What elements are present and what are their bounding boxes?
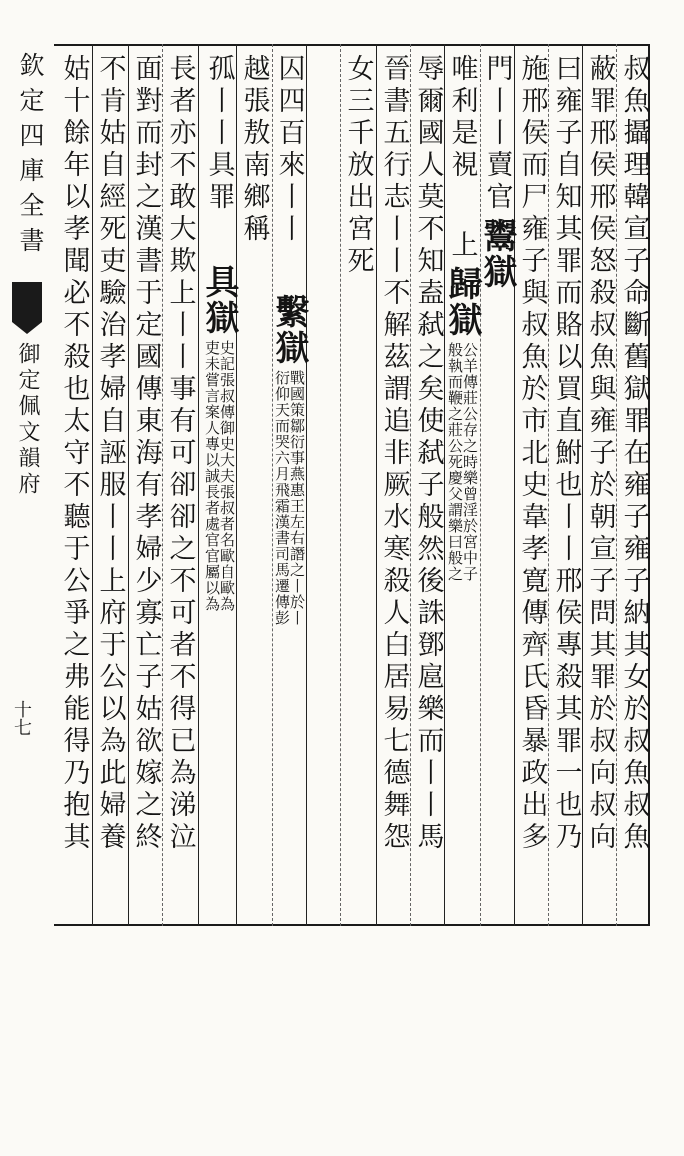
- text-column-14: 長者亦不敢大欺上丨丨事有可卻卻之不可者不得已為涕泣: [164, 54, 196, 854]
- text-column-8: 辱爾國人莫不知盍弑之矣使弑子般然後誅鄧扈樂而丨丨馬: [412, 54, 444, 854]
- series-title: 欽定四庫全書: [16, 52, 45, 262]
- text-column-15: 面對而封之漢書于定國傳東海有孝婦少寡亡子姑欲嫁之終: [130, 54, 162, 854]
- text-column-13: 孤丨丨具罪: [203, 54, 235, 214]
- text-column-16: 不肯姑自經死吏驗治孝婦自誣服丨丨上府于公以為此婦養: [94, 54, 126, 854]
- text-column-17: 姑十餘年以孝聞必不殺也太守不聽于公爭之弗能得乃抱其: [58, 54, 90, 854]
- note-right: 公羊傳莊公存之時樂曾淫於宮中子: [461, 342, 479, 582]
- headword: 繫獄: [269, 294, 309, 366]
- note-left: 衍仰天而哭六月飛霜漢書司馬遷傳彭: [273, 370, 291, 626]
- text-column-1: 叔魚攝理韓宣子命斷舊獄罪在雍子雍子納其女於叔魚叔魚: [618, 54, 650, 854]
- note-left: 吏未嘗言案人專以誠長者處官官屬以為: [203, 340, 221, 612]
- text-column-6: 唯利是視: [446, 54, 478, 182]
- text-column-3: 曰雍子自知其罪而賂以買直鮒也丨丨邢侯專殺其罪一也乃: [550, 54, 582, 854]
- note-right: 戰國策鄒衍事燕惠王左右譖之丨於丨: [288, 370, 306, 626]
- note-left: 般執而鞭之莊公死慶父謂樂曰般之: [446, 342, 464, 582]
- folio-number: 十七: [11, 700, 32, 736]
- fishtail-mark: [12, 282, 42, 322]
- text-column-5: 門丨丨賣官 鬻獄: [477, 54, 517, 290]
- note-right: 史記張叔傳御史大夫張叔者名歐自歐為: [218, 340, 236, 612]
- text-column-4: 施邢侯而尸雍子與叔魚於市北史韋孝寛傳齊氏昏暴政出多: [516, 54, 548, 854]
- text-column-2: 蔽罪邢侯邢侯怒殺叔魚與雍子於朝宣子問其罪於叔向叔向: [584, 54, 616, 854]
- headword: 具獄: [199, 264, 239, 336]
- text-column-12: 越張敖南鄉稱: [238, 54, 270, 246]
- volume-title: 御定佩文韻府: [15, 342, 40, 498]
- text-column-10: 女三千放出宮死: [342, 54, 374, 278]
- headword: 歸獄: [442, 266, 482, 338]
- text-column-7: 上 歸獄 公羊傳莊公存之時樂曾淫於宮中子 般執而鞭之莊公死慶父謂樂曰般之: [442, 230, 482, 582]
- headword: 鬻獄: [477, 218, 517, 290]
- text-column-9: 晉書五行志丨丨不解茲謂追非厥水寒殺人白居易七德舞怨: [378, 54, 410, 854]
- text-column-11: 囚四百來丨丨: [273, 54, 305, 246]
